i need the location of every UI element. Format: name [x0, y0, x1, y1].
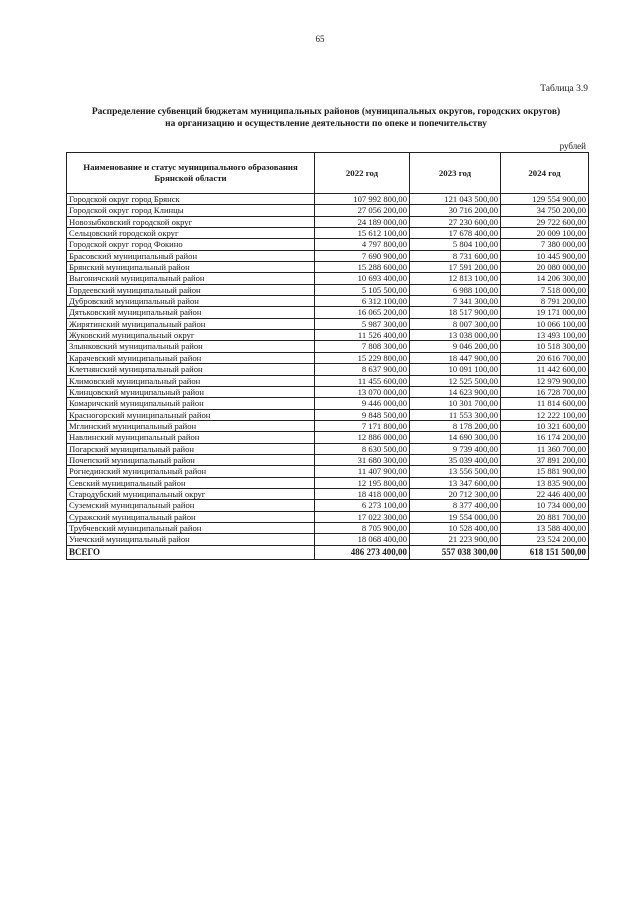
cell-2024: 20 616 700,00: [501, 352, 589, 363]
cell-2023: 13 347 600,00: [410, 477, 501, 488]
cell-2023: 21 223 900,00: [410, 534, 501, 545]
cell-municipality: Брянский муниципальный район: [67, 262, 315, 273]
cell-2024: 34 750 200,00: [501, 205, 589, 216]
table-row: [67, 364, 589, 375]
cell-2024: 10 321 600,00: [501, 420, 589, 431]
cell-2024: 13 588 400,00: [501, 522, 589, 533]
cell-2022: 5 105 500,00: [315, 284, 410, 295]
cell-municipality: Новозыбковский городской округ: [67, 216, 315, 227]
table-row: [67, 205, 589, 216]
subvention-table: [66, 152, 589, 560]
cell-2022: 9 446 000,00: [315, 398, 410, 409]
cell-2024: 19 171 000,00: [501, 307, 589, 318]
cell-2023: 9 046 200,00: [410, 341, 501, 352]
title-line-1: Распределение субвенций бюджетам муниципальных районов (муниципальных округов, городских округов): [91, 107, 561, 117]
cell-2024: 20 881 700,00: [501, 511, 589, 522]
cell-municipality: Карачевский муниципальный район: [67, 352, 315, 363]
units-label: рублей: [559, 141, 586, 151]
cell-2024: 37 891 200,00: [501, 454, 589, 465]
cell-municipality: Мглинский муниципальный район: [67, 420, 315, 431]
table-row: [67, 330, 589, 341]
page-number: 65: [315, 34, 325, 44]
cell-2023: 27 230 600,00: [410, 216, 501, 227]
cell-municipality: Дятьковский муниципальный район: [67, 307, 315, 318]
cell-municipality: Сельцовский городской округ: [67, 228, 315, 239]
cell-municipality: Жуковский муниципальный округ: [67, 330, 315, 341]
cell-2023: 11 553 300,00: [410, 409, 501, 420]
table-row: [67, 398, 589, 409]
header-2024: 2024 год: [501, 153, 589, 194]
table-row: [67, 386, 589, 397]
cell-municipality: Климовский муниципальный район: [67, 375, 315, 386]
cell-2022: 107 992 800,00: [315, 194, 410, 205]
cell-2022: 12 886 000,00: [315, 432, 410, 443]
cell-2022: 13 070 000,00: [315, 386, 410, 397]
cell-2022: 18 418 000,00: [315, 488, 410, 499]
cell-2024: 10 734 000,00: [501, 500, 589, 511]
total-2022: 486 273 400,00: [315, 545, 410, 559]
cell-2022: 8 630 500,00: [315, 443, 410, 454]
cell-2023: 17 678 400,00: [410, 228, 501, 239]
cell-2022: 24 189 000,00: [315, 216, 410, 227]
cell-2023: 30 716 200,00: [410, 205, 501, 216]
table-row: [67, 466, 589, 477]
cell-2022: 9 848 500,00: [315, 409, 410, 420]
cell-municipality: Клинцовский муниципальный район: [67, 386, 315, 397]
header-name: Наименование и статус муниципального образования Брянской области: [67, 153, 315, 194]
cell-2023: 12 525 500,00: [410, 375, 501, 386]
cell-2024: 16 174 200,00: [501, 432, 589, 443]
table-row: [67, 239, 589, 250]
cell-2022: 16 065 200,00: [315, 307, 410, 318]
cell-2024: 10 445 900,00: [501, 250, 589, 261]
cell-2022: 7 171 800,00: [315, 420, 410, 431]
table-row: [67, 341, 589, 352]
cell-2023: 20 712 300,00: [410, 488, 501, 499]
cell-2023: 13 556 500,00: [410, 466, 501, 477]
header-2022: 2022 год: [315, 153, 410, 194]
cell-2023: 8 377 400,00: [410, 500, 501, 511]
cell-2023: 6 988 100,00: [410, 284, 501, 295]
cell-2023: 8 007 300,00: [410, 318, 501, 329]
cell-2023: 18 447 900,00: [410, 352, 501, 363]
table-header-row: [67, 153, 589, 194]
table-row: [67, 443, 589, 454]
table-row: [67, 262, 589, 273]
table-row: [67, 488, 589, 499]
table-row: [67, 454, 589, 465]
table-row: [67, 194, 589, 205]
cell-municipality: Погарский муниципальный район: [67, 443, 315, 454]
cell-2024: 12 979 900,00: [501, 375, 589, 386]
total-2024: 618 151 500,00: [501, 545, 589, 559]
cell-2022: 18 068 400,00: [315, 534, 410, 545]
cell-2024: 13 835 900,00: [501, 477, 589, 488]
cell-2022: 8 637 900,00: [315, 364, 410, 375]
cell-2023: 35 039 400,00: [410, 454, 501, 465]
table-row: [67, 273, 589, 284]
cell-municipality: Унечский муниципальный район: [67, 534, 315, 545]
table-row: [67, 409, 589, 420]
cell-2022: 5 987 300,00: [315, 318, 410, 329]
cell-2022: 10 693 400,00: [315, 273, 410, 284]
title-line-2: на организацию и осуществление деятельности по опеке и попечительству: [165, 119, 487, 129]
cell-2022: 15 612 100,00: [315, 228, 410, 239]
cell-municipality: Городской округ город Клинцы: [67, 205, 315, 216]
cell-2022: 6 312 100,00: [315, 296, 410, 307]
cell-2024: 7 380 000,00: [501, 239, 589, 250]
cell-2024: 11 360 700,00: [501, 443, 589, 454]
table-row: [67, 534, 589, 545]
table-row: [67, 250, 589, 261]
cell-2024: 12 222 100,00: [501, 409, 589, 420]
cell-2024: 10 518 300,00: [501, 341, 589, 352]
cell-municipality: Навлинский муниципальный район: [67, 432, 315, 443]
cell-2023: 121 043 500,00: [410, 194, 501, 205]
table-label: Таблица 3.9: [540, 84, 588, 94]
cell-2023: 10 301 700,00: [410, 398, 501, 409]
cell-municipality: Выгоничский муниципальный район: [67, 273, 315, 284]
total-row: [67, 545, 589, 559]
total-label: ВСЕГО: [67, 545, 315, 559]
table-row: [67, 318, 589, 329]
cell-2023: 14 690 300,00: [410, 432, 501, 443]
cell-2024: 20 009 100,00: [501, 228, 589, 239]
table-row: [67, 477, 589, 488]
table-body: [67, 194, 589, 560]
cell-2024: 14 206 300,00: [501, 273, 589, 284]
table-row: [67, 284, 589, 295]
cell-2023: 9 739 400,00: [410, 443, 501, 454]
header-2023: 2023 год: [410, 153, 501, 194]
cell-2022: 15 288 600,00: [315, 262, 410, 273]
cell-municipality: Севский муниципальный район: [67, 477, 315, 488]
cell-municipality: Жирятинский муниципальный район: [67, 318, 315, 329]
table-row: [67, 216, 589, 227]
cell-2024: 7 518 000,00: [501, 284, 589, 295]
cell-2023: 8 178 200,00: [410, 420, 501, 431]
table-row: [67, 375, 589, 386]
table-row: [67, 420, 589, 431]
cell-2023: 17 591 200,00: [410, 262, 501, 273]
cell-2022: 7 808 300,00: [315, 341, 410, 352]
cell-2024: 16 728 700,00: [501, 386, 589, 397]
cell-2022: 7 690 900,00: [315, 250, 410, 261]
cell-2022: 11 526 400,00: [315, 330, 410, 341]
table-row: [67, 500, 589, 511]
cell-2024: 20 080 000,00: [501, 262, 589, 273]
cell-2023: 13 038 000,00: [410, 330, 501, 341]
cell-2024: 129 554 900,00: [501, 194, 589, 205]
cell-2024: 23 524 200,00: [501, 534, 589, 545]
cell-municipality: Рогнединский муниципальный район: [67, 466, 315, 477]
cell-2022: 8 705 900,00: [315, 522, 410, 533]
cell-2022: 11 455 600,00: [315, 375, 410, 386]
cell-municipality: Клетнянский муниципальный район: [67, 364, 315, 375]
cell-2023: 10 091 100,00: [410, 364, 501, 375]
cell-municipality: Суражский муниципальный район: [67, 511, 315, 522]
cell-2023: 10 528 400,00: [410, 522, 501, 533]
cell-2022: 12 195 800,00: [315, 477, 410, 488]
cell-2022: 31 680 300,00: [315, 454, 410, 465]
cell-2023: 18 517 900,00: [410, 307, 501, 318]
cell-2023: 19 554 000,00: [410, 511, 501, 522]
cell-2023: 14 623 900,00: [410, 386, 501, 397]
cell-2022: 4 797 800,00: [315, 239, 410, 250]
cell-2024: 29 722 600,00: [501, 216, 589, 227]
cell-2024: 8 791 200,00: [501, 296, 589, 307]
table-row: [67, 307, 589, 318]
table-row: [67, 296, 589, 307]
cell-2022: 6 273 100,00: [315, 500, 410, 511]
table-title: [40, 106, 612, 130]
table-row: [67, 522, 589, 533]
cell-municipality: Брасовский муниципальный район: [67, 250, 315, 261]
cell-2023: 5 804 100,00: [410, 239, 501, 250]
table-row: [67, 352, 589, 363]
cell-municipality: Гордеевский муниципальный район: [67, 284, 315, 295]
cell-2022: 17 022 300,00: [315, 511, 410, 522]
cell-municipality: Суземский муниципальный район: [67, 500, 315, 511]
cell-municipality: Трубчевский муниципальный район: [67, 522, 315, 533]
cell-2024: 15 881 900,00: [501, 466, 589, 477]
cell-2023: 12 813 100,00: [410, 273, 501, 284]
total-2023: 557 038 300,00: [410, 545, 501, 559]
cell-2024: 13 493 100,00: [501, 330, 589, 341]
cell-municipality: Комаричский муниципальный район: [67, 398, 315, 409]
cell-municipality: Злынковский муниципальный район: [67, 341, 315, 352]
table-row: [67, 228, 589, 239]
cell-2022: 15 229 800,00: [315, 352, 410, 363]
table-row: [67, 511, 589, 522]
cell-municipality: Городской округ город Брянск: [67, 194, 315, 205]
cell-2022: 27 056 200,00: [315, 205, 410, 216]
cell-2024: 11 442 600,00: [501, 364, 589, 375]
cell-2024: 10 066 100,00: [501, 318, 589, 329]
cell-2024: 22 446 400,00: [501, 488, 589, 499]
cell-2023: 7 341 300,00: [410, 296, 501, 307]
cell-municipality: Дубровский муниципальный район: [67, 296, 315, 307]
cell-municipality: Почепский муниципальный район: [67, 454, 315, 465]
cell-municipality: Городской округ город Фокино: [67, 239, 315, 250]
cell-2022: 11 407 900,00: [315, 466, 410, 477]
cell-2023: 8 731 600,00: [410, 250, 501, 261]
table-row: [67, 432, 589, 443]
cell-municipality: Стародубский муниципальный округ: [67, 488, 315, 499]
cell-municipality: Красногорский муниципальный район: [67, 409, 315, 420]
cell-2024: 11 814 600,00: [501, 398, 589, 409]
